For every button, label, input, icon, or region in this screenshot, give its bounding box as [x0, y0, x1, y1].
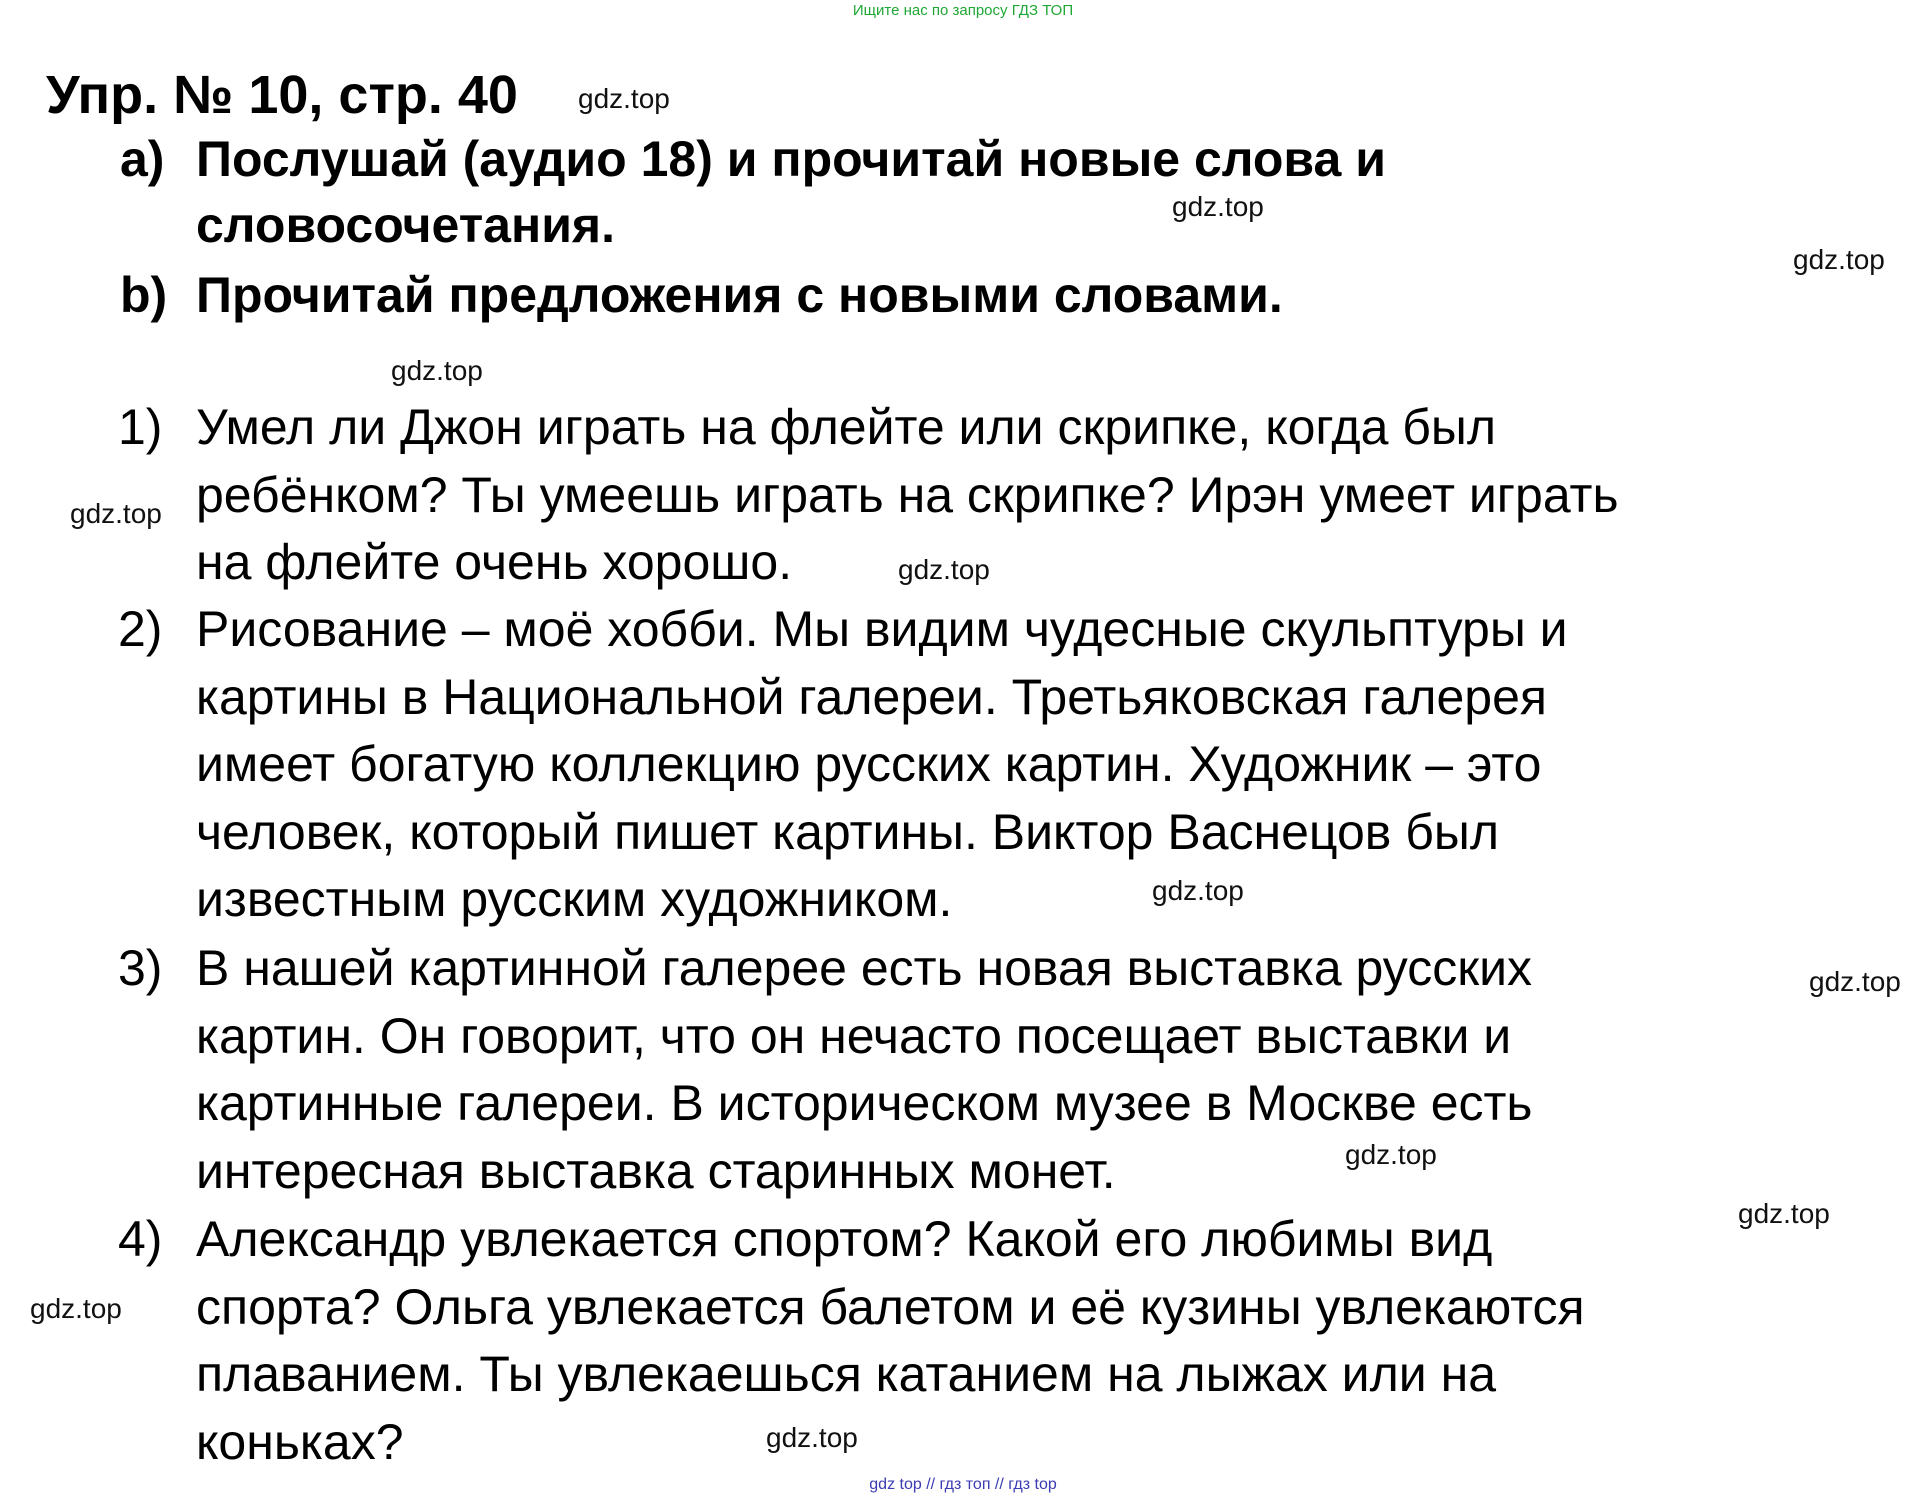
list-item-marker: 2) [118, 601, 163, 657]
list-item-line: известным русским художником. [196, 871, 953, 927]
list-item-line: В нашей картинной галерее есть новая выставка русских [196, 940, 1533, 996]
watermark: gdz.top [1809, 966, 1901, 997]
list-item-marker: 3) [118, 940, 163, 996]
list-item-line: картины в Национальной галереи. Третьяковская галерея [196, 668, 1547, 725]
list-item-line: на флейте очень хорошо. [196, 534, 793, 590]
list-item-marker: 4) [118, 1211, 163, 1267]
list-item-line: Александр увлекается спортом? Какой его любимы вид [196, 1211, 1493, 1267]
list-item-line: картин. Он говорит, что он нечасто посещает выставки и [196, 1007, 1512, 1064]
list-item-line: картинные галереи. В историческом музее в Москве есть [196, 1075, 1533, 1131]
list-item-line: человек, который пишет картины. Виктор Васнецов был [196, 803, 1500, 860]
list-item-line: спорта? Ольга увлекается балетом и её кузины увлекаются [196, 1278, 1585, 1335]
watermark: gdz.top [1738, 1198, 1830, 1229]
footer-links[interactable]: gdz top // гдз топ // гдз top [869, 1476, 1057, 1493]
list-item-line: коньках? [196, 1413, 404, 1470]
watermark: gdz.top [766, 1422, 858, 1453]
list-item-marker: 1) [118, 399, 163, 455]
list-item-line: Рисование – моё хобби. Мы видим чудесные скульптуры и [196, 601, 1568, 657]
watermark: gdz.top [1152, 875, 1244, 906]
watermark: gdz.top [578, 83, 670, 114]
watermark: gdz.top [898, 554, 990, 585]
watermark: gdz.top [1172, 191, 1264, 222]
watermark: gdz.top [30, 1293, 122, 1324]
task-a-line: словосочетания. [196, 197, 615, 253]
list-item-line: ребёнком? Ты умеешь играть на скрипке? Ирэн умеет играть [196, 466, 1619, 523]
watermark: gdz.top [1793, 244, 1885, 275]
list-item-line: плаванием. Ты увлекаешься катанием на лыжах или на [196, 1346, 1497, 1402]
task-b-marker: b) [120, 267, 168, 323]
exercise-title: Упр. № 10, стр. 40 [46, 65, 518, 125]
list-item-line: имеет богатую коллекцию русских картин. Художник – это [196, 736, 1542, 792]
task-b-line: Прочитай предложения с новыми словами. [196, 267, 1283, 323]
list-item-line: интересная выставка старинных монет. [196, 1142, 1116, 1199]
watermark: gdz.top [391, 355, 483, 386]
task-a-marker: a) [120, 131, 165, 187]
search-hint-link[interactable]: Ищите нас по запросу ГДЗ ТОП [852, 2, 1074, 19]
list-item-line: Умел ли Джон играть на флейте или скрипке, когда был [196, 399, 1497, 455]
watermark: gdz.top [1345, 1139, 1437, 1170]
task-a-line: Послушай (аудио 18) и прочитай новые слова и [196, 131, 1386, 187]
watermark: gdz.top [70, 498, 162, 529]
